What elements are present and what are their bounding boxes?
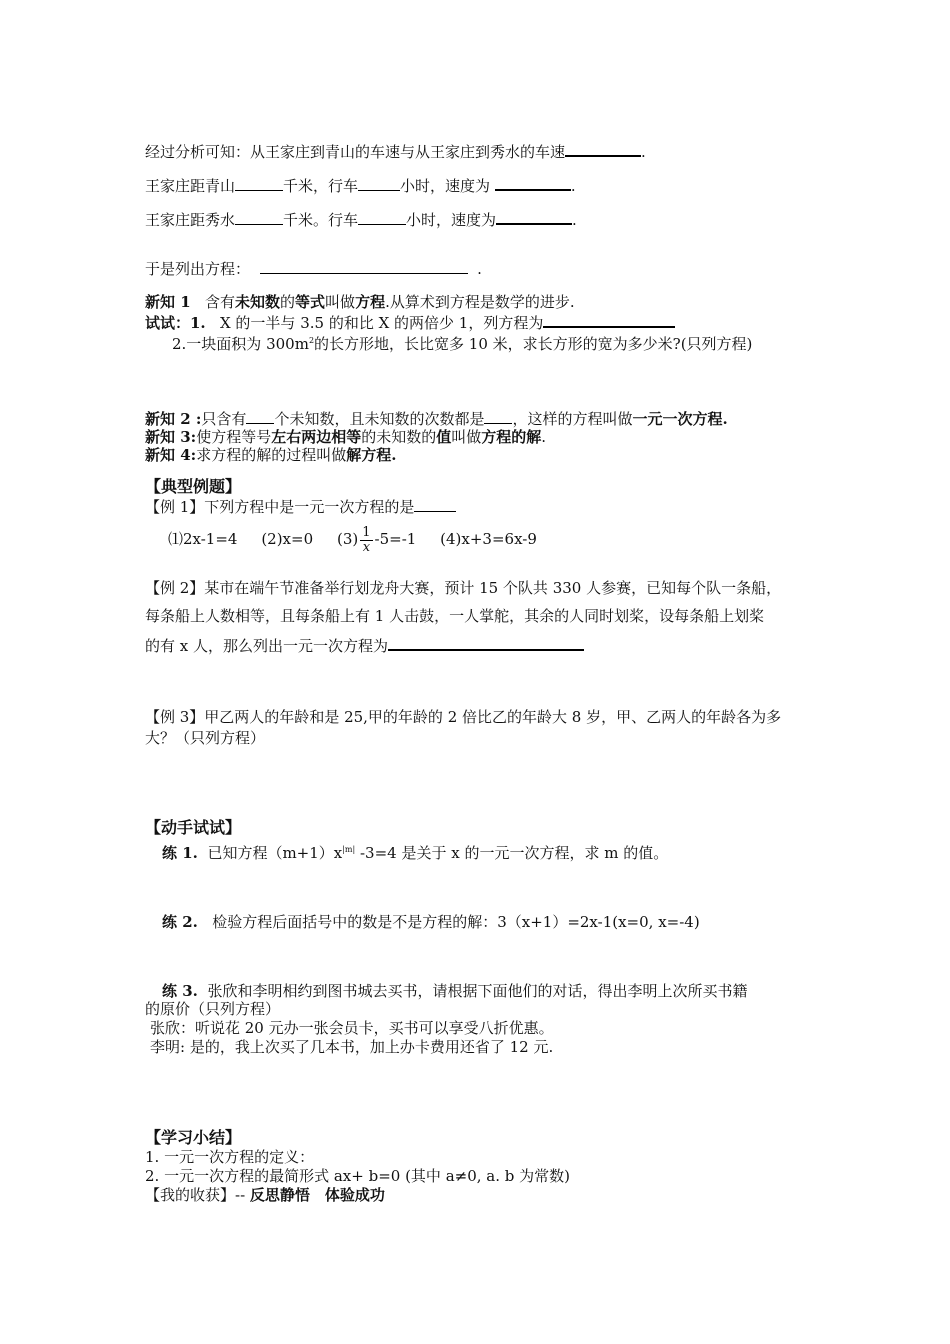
question-text: X 的一半与 3.5 的和比 X 的两倍少 1，列方程为 [219,314,544,332]
bold-term: 方程 [355,293,386,311]
km-label: 千米。行车 [283,211,359,229]
period: . [641,143,646,161]
distance-blank[interactable] [235,175,283,191]
new3-label: 新知 3: [145,428,197,446]
numerator: 1 [362,524,371,540]
summary-item-1: 1. 一元一次方程的定义： [145,1148,315,1166]
example-3-line-1: 【例 3】甲乙两人的年龄和是 25,甲的年龄的 2 倍比乙的年龄大 8 岁，甲、乙两人的年龄各为多 [145,708,782,726]
try-question-2 [172,331,752,354]
analysis-line-3 [145,208,577,230]
text: 含有 [204,293,235,311]
summary-item-2: 2. 一元一次方程的最简形式 ax+ b=0 (其中 a≠0, a. b 为常数) [145,1167,570,1185]
option-1: ⑴2x-1=4 [168,530,238,548]
text: 使方程等号 [196,428,272,446]
superscript: |m| [342,845,356,854]
answer-blank[interactable] [388,634,584,651]
analysis-line-2 [145,174,576,196]
answer-blank[interactable] [565,140,641,157]
text: 的 [280,293,296,311]
new1-label: 新知 1 [145,293,191,311]
km-label: 千米，行车 [283,177,359,195]
text: 叫做 [451,428,482,446]
harvest-motto: 反思静悟 体验成功 [249,1186,385,1204]
question-text: -3=4 是关于 x 的一元一次方程，求 m 的值。 [355,844,669,862]
analysis-line-4 [145,258,482,279]
answer-blank[interactable] [484,408,512,424]
example-2-line-2: 每条船上人数相等，且每条船上有 1 人击鼓，一人掌舵，其余的人同时划桨，设每条船上划桨 [145,607,765,625]
summary-heading: 【学习小结】 [145,1128,242,1147]
question-text: 张欣和李明相约到图书城去买书，请根据下面他们的对话，得出李明上次所买书籍 [207,982,748,1000]
option-4: (4)x+3=6x-9 [440,530,537,548]
period: . [570,177,576,195]
superscript: 2 [308,336,315,345]
option-2: (2)x=0 [261,530,314,548]
distance-xiushui-label: 王家庄距秀水 [145,211,236,229]
option-3-rest: -5=-1 [374,530,417,548]
bold-term: 一元一次方程. [632,410,728,428]
analysis-text-1: 经过分析可知：从王家庄到青山的车速与从王家庄到秀水的车速 [145,143,566,161]
my-harvest [145,1185,385,1205]
equation-prompt: 于是列出方程： [145,260,251,278]
examples-heading: 【典型例题】 [145,477,242,496]
option-3: (3) [336,530,359,548]
question-text: 2.一块面积为 300m [172,335,309,353]
analysis-line-1 [145,140,646,162]
example-2-line-3 [145,634,584,656]
try-label: 试试：1. [145,314,206,332]
bold-term: 未知数 [235,293,281,311]
practice-3-line-1 [162,981,747,1001]
bold-term: 左右两边相等 [271,428,362,446]
answer-blank[interactable] [246,408,274,424]
speed-label: 小时，速度为 [400,177,491,195]
distance-qingshan-label: 王家庄距青山 [145,177,236,195]
text: 个未知数，且未知数的次数都是 [274,410,485,428]
question-text: 已知方程（m+1）x [207,844,343,862]
try-question-1 [145,311,675,333]
example-1-options [168,525,537,555]
text: 的未知数的 [361,428,437,446]
text: .从算术到方程是数学的进步. [385,293,575,311]
speed-blank[interactable] [495,174,571,191]
question-text: 【例 1】下列方程中是一元一次方程的是 [145,498,415,516]
bold-term: 值 [436,428,452,446]
bold-term: 方程的解 [481,428,542,446]
hours-blank[interactable] [358,209,406,225]
text: . [541,428,547,446]
example-2-line-1: 【例 2】某市在端午节准备举行划龙舟大赛，预计 15 个队共 330 人参赛，已知每个队一条船， [145,579,782,597]
question-text: 检验方程后面括号中的数是不是方程的解：3（x+1）=2x-1(x=0, x=-4) [212,913,700,931]
distance-blank[interactable] [235,209,283,225]
fraction-one-over-x [360,526,372,555]
example-3-line-2: 大？（只列方程） [145,729,266,747]
bold-term: 等式 [295,293,326,311]
example-1 [145,496,456,517]
practice-3-line-2: 的原价（只列方程） [145,1000,281,1018]
dialog-liming: 李明: 是的，我上次买了几本书，加上办卡费用还省了 12 元. [150,1038,554,1056]
new4-label: 新知 4: [145,446,197,464]
period: . [572,211,577,229]
new2-label: 新知 2 : [145,410,202,428]
hours-blank[interactable] [358,175,400,191]
practice-2 [162,912,700,932]
new-knowledge-3 [145,427,546,447]
denominator: x [362,539,371,555]
practice-3-label: 练 3. [162,982,198,1000]
practice-1-label: 练 1. [162,844,198,862]
text: 只含有 [201,410,247,428]
dialog-zhangxin: 张欣：听说花 20 元办一张会员卡，买书可以享受八折优惠。 [150,1019,554,1037]
text: ，这样的方程叫做 [512,410,633,428]
question-text: 的有 x 人，那么列出一元一次方程为 [145,637,388,655]
period: . [477,260,482,278]
answer-blank[interactable] [543,311,675,328]
practice-2-label: 练 2. [162,913,198,931]
practice-1 [162,840,668,863]
practice-heading: 【动手试试】 [145,818,242,837]
text: 求方程的解的过程叫做 [196,446,347,464]
text: 叫做 [325,293,356,311]
answer-blank[interactable] [414,496,456,512]
new-knowledge-1 [145,292,575,312]
equation-blank[interactable] [260,258,468,274]
bold-term: 解方程. [346,446,397,464]
harvest-label: 【我的收获】-- [145,1186,250,1204]
speed-blank[interactable] [496,208,572,225]
question-text: 的长方形地，长比宽多 10 米，求长方形的宽为多少米?(只列方程) [314,335,753,353]
new-knowledge-2 [145,408,728,429]
new-knowledge-4 [145,445,396,465]
speed-label: 小时，速度为 [406,211,497,229]
